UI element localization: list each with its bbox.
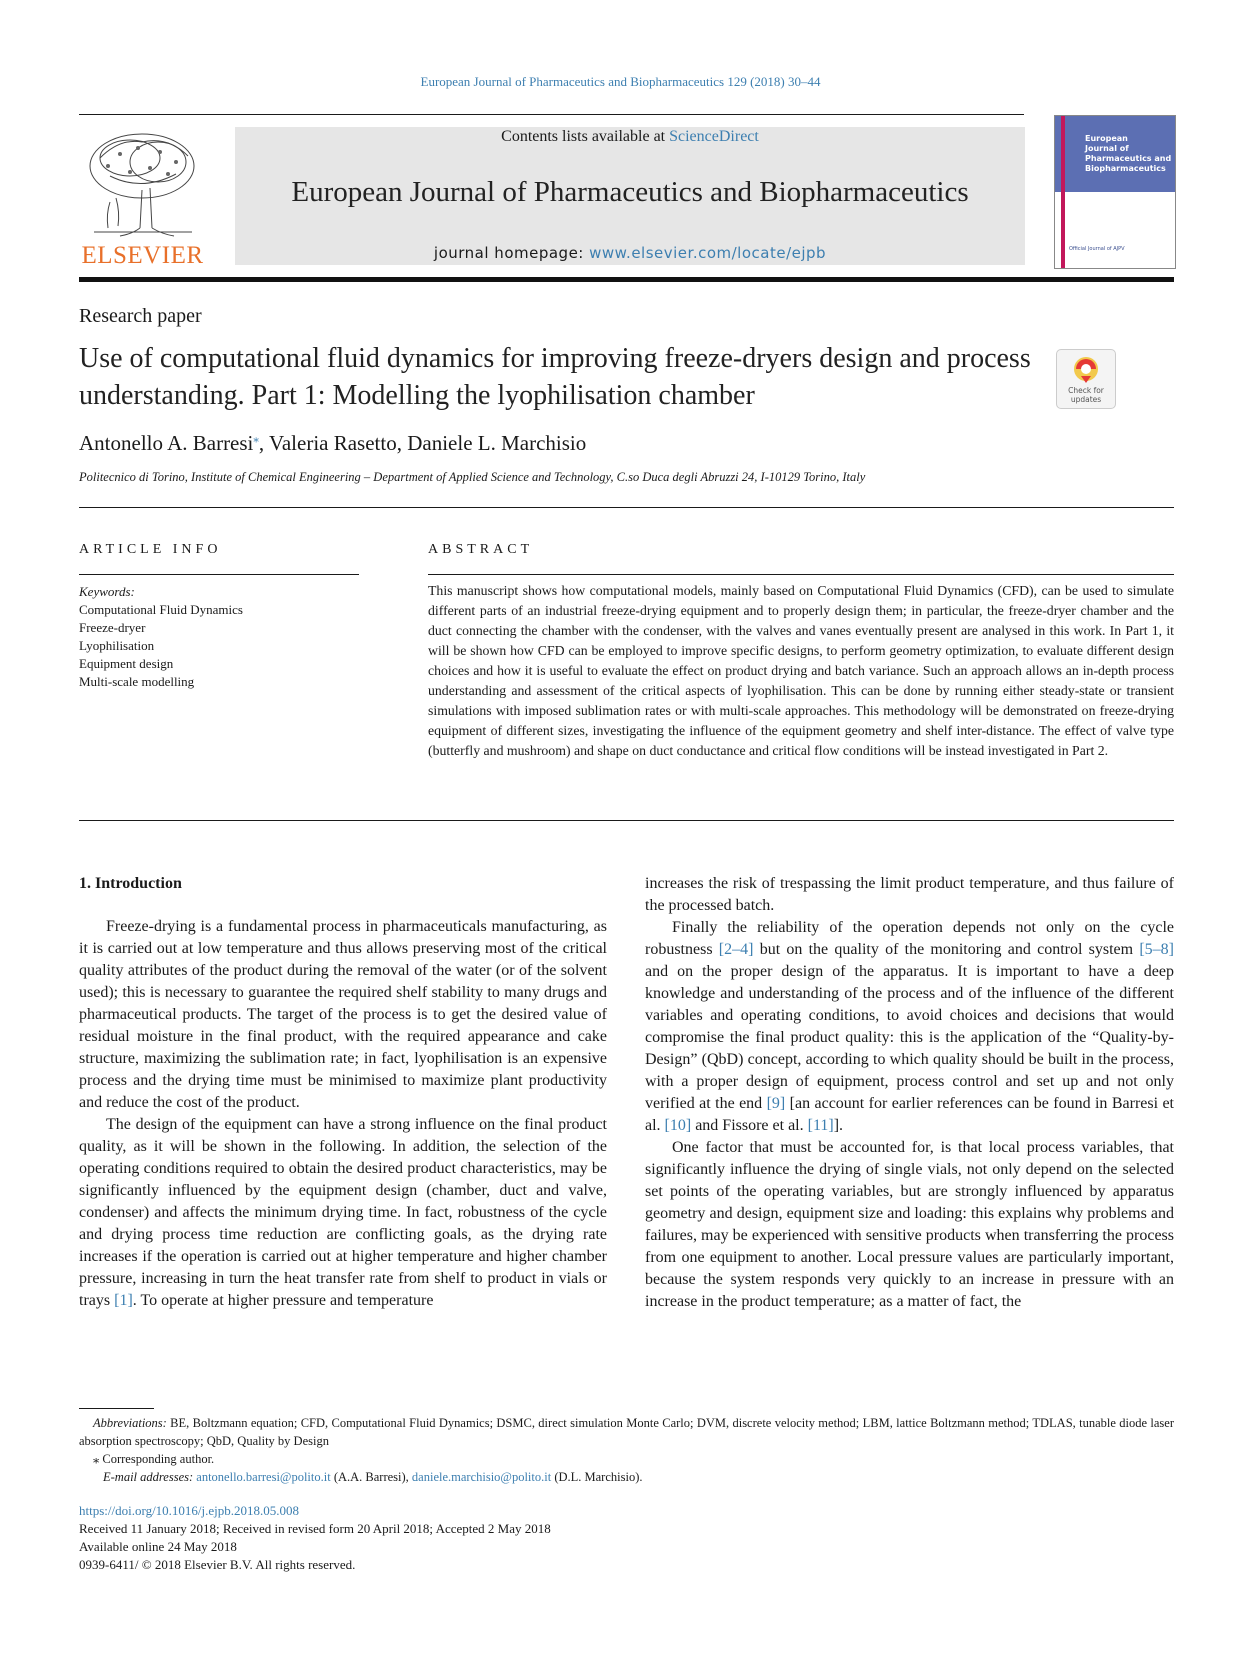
doi-link[interactable]: https://doi.org/10.1016/j.ejpb.2018.05.008 [79, 1503, 300, 1518]
footnote-rule [79, 1408, 154, 1409]
check-for-updates-badge[interactable] [1056, 349, 1116, 409]
corresponding-footnote: ⁎ Corresponding author. [93, 1452, 215, 1466]
body-column-right [645, 873, 1174, 1313]
abstract-text: This manuscript shows how computational models, mainly based on Computational Fluid Dynamics (CFD), can be used to simulate different parts of an industrial freeze-drying equipment and to properly design them; in particular, the freeze-dryer chamber and the duct connecting the chamber with the condenser, with the valves and vanes eventually present are analysed in this work. In Part 1, it will be shown how CFD can be employed to improve specific designs, to perform geometry optimization, to evaluate different design choices and how it is useful to evaluate the effect on product drying and batch variance. Such an approach allows an in-depth process understanding and assessment of the critical aspects of lyophilisation. This can be done by running either steady-state or transient simulations with imposed sublimation rates or with multi-scale approaches. This methodology will be demonstrated on freeze-drying equipment of different sizes, investigating the influence of the equipment geometry and shelf inter-distance. The effect of valve type (butterfly and mushroom) and shape on duct conductance and critical flow conditions will be instead investigated in Part 2. [428, 583, 1174, 758]
received-dates: Received 11 January 2018; Received in revised form 20 April 2018; Accepted 2 May 2018 [79, 1521, 551, 1536]
article-info-heading: ARTICLE INFO [79, 542, 222, 557]
abstract-rule [428, 574, 1174, 575]
author-rest: , Valeria Rasetto, Daniele L. Marchisio [258, 431, 587, 455]
abbreviations-footnote: Abbreviations: BE, Boltzmann equation; CFD, Computational Fluid Dynamics; DSMC, direct simulation Monte Carlo; DVM, discrete velocity method; LBM, lattice Boltzmann method; TDLAS, tunable diode laser absorption spectroscopy; QbD, Quality by Design [79, 1416, 1174, 1448]
article-type: Research paper [79, 305, 202, 327]
email-footnote: E-mail addresses: antonello.barresi@polito.it (A.A. Barresi), daniele.marchisio@polito.it (D.L. Marchisio). [103, 1470, 643, 1484]
keywords-block [79, 583, 243, 691]
elsevier-tree-logo [80, 128, 205, 240]
publication-info [79, 1502, 551, 1574]
citation-link[interactable]: [2–4] [718, 941, 754, 958]
keywords-label: Keywords: [79, 584, 135, 599]
footnotes [79, 1414, 1174, 1486]
journal-homepage: journal homepage: www.elsevier.com/locate/ejpb [433, 244, 827, 262]
keyword-item: Multi-scale modelling [79, 674, 195, 689]
header-bottom-rule [79, 277, 1174, 282]
corresponding-author-mark[interactable]: ⁎ [253, 433, 259, 445]
intro-paragraph: increases the risk of trespassing the limit product temperature, and thus failure of the processed batch. [645, 875, 1174, 914]
citation-link[interactable]: [5–8] [1139, 941, 1174, 958]
citation-link[interactable]: [10] [664, 1117, 692, 1134]
citation-link[interactable]: [1] [114, 1292, 133, 1309]
email-link[interactable]: daniele.marchisio@polito.it [411, 1470, 552, 1484]
copyright-line: 0939-6411/ © 2018 Elsevier B.V. All rights reserved. [79, 1557, 356, 1572]
citation-link[interactable]: [9] [766, 1095, 786, 1112]
check-for-updates-label: Check for updates [1068, 386, 1104, 404]
cover-footer: Official Journal of AJPV [1069, 246, 1125, 252]
keyword-item: Computational Fluid Dynamics [79, 602, 243, 617]
email-link[interactable]: antonello.barresi@polito.it [196, 1470, 331, 1484]
abstract-bottom-rule [79, 820, 1174, 821]
author-list [79, 431, 586, 456]
cover-title: European Journal of Pharmaceutics and Biopharmaceutics [1085, 134, 1172, 173]
keyword-item: Equipment design [79, 656, 174, 671]
intro-paragraph: Finally the reliability of the operation depends not only on the cycle robustness [2–4] but on the quality of the monitoring and control system [5–8] and on the proper design of the apparatus. It is important to have a deep knowledge and understanding of the process and of the influence of the different variables and operating conditions, to avoid choices and decisions that would compromise the final product quality: this is the application of the “Quality-by-Design” (QbD) concept, according to which quality should be built in the process, with a proper design of equipment, process control and set up and not only verified at the end [9] [an account for earlier references can be found in Barresi et al. [10] and Fissore et al. [11]]. [645, 919, 1174, 1134]
header-top-rule [79, 114, 1024, 115]
body-column-left [79, 916, 607, 1312]
contents-line: Contents lists available at ScienceDirect [501, 128, 759, 145]
article-title: Use of computational fluid dynamics for improving freeze-dryers design and process understanding. Part 1: Modelling the lyophilisation chamber [79, 343, 1031, 411]
journal-cover-thumbnail[interactable] [1054, 115, 1176, 269]
affiliation-rule [79, 507, 1174, 508]
check-for-updates-icon [1072, 355, 1100, 385]
abstract-heading: ABSTRACT [428, 542, 534, 557]
sciencedirect-link[interactable]: ScienceDirect [669, 128, 759, 145]
author-affiliation: Politecnico di Torino, Institute of Chemical Engineering – Department of Applied Science and Technology, C.so Duca degli Abruzzi 24, I-10129 Torino, Italy [79, 470, 866, 484]
cover-stripe [1061, 116, 1065, 268]
introduction-heading: 1. Introduction [79, 875, 182, 892]
keyword-item: Lyophilisation [79, 638, 155, 653]
intro-paragraph: Freeze-drying is a fundamental process in pharmaceuticals manufacturing, as it is carried out at low temperature and thus allows preserving most of the critical quality attributes of the product during the removal of the water (or of the solvent used); this is necessary to guarantee the required shelf stability to many drugs and pharmaceutical products. The target of the process is to get the desired value of residual moisture in the final product, with the required appearance and cake structure, maximizing the sublimation rate; in fact, lyophilisation is an expensive process and the drying time must be minimised to maximize plant productivity and reduce the cost of the product. [79, 918, 607, 1111]
journal-title: European Journal of Pharmaceutics and Biopharmaceutics [291, 176, 969, 208]
intro-paragraph: One factor that must be accounted for, is that local process variables, that significantly influence the drying of single vials, not only depend on the selected set points of the operating variables, but are strongly influenced by apparatus geometry and design, equipment size and loading: this explains why problems and failures, may be experienced with sensitive products when transferring the process from one equipment to another. Local pressure values are particularly important, because the system responds very quickly to an increase in pressure with an increase in the product temperature; as a matter of fact, the [645, 1139, 1174, 1310]
author-first[interactable]: Antonello A. Barresi [79, 431, 254, 455]
article-info-rule [79, 574, 359, 575]
keyword-item: Freeze-dryer [79, 620, 146, 635]
citation-link[interactable]: [11] [807, 1117, 834, 1134]
intro-paragraph: The design of the equipment can have a strong influence on the final product quality, as it will be shown in the following. In addition, the selection of the operating conditions required to obtain the desired product characteristics, may be significantly influenced by the equipment design (chamber, duct and valve, condenser) and affects the minimum drying time. In fact, robustness of the cycle and drying process time reduction are conflicting goals, as the drying rate increases if the operation is carried out at higher temperature and higher chamber pressure, increasing in turn the heat transfer rate from shelf to product in vials or trays [1]. To operate at higher pressure and temperature [79, 1116, 607, 1309]
journal-reference[interactable]: European Journal of Pharmaceutics and Biopharmaceutics 129 (2018) 30–44 [420, 74, 821, 89]
homepage-link[interactable]: www.elsevier.com/locate/ejpb [589, 244, 827, 262]
elsevier-wordmark: ELSEVIER [81, 242, 204, 269]
available-online: Available online 24 May 2018 [79, 1539, 237, 1554]
